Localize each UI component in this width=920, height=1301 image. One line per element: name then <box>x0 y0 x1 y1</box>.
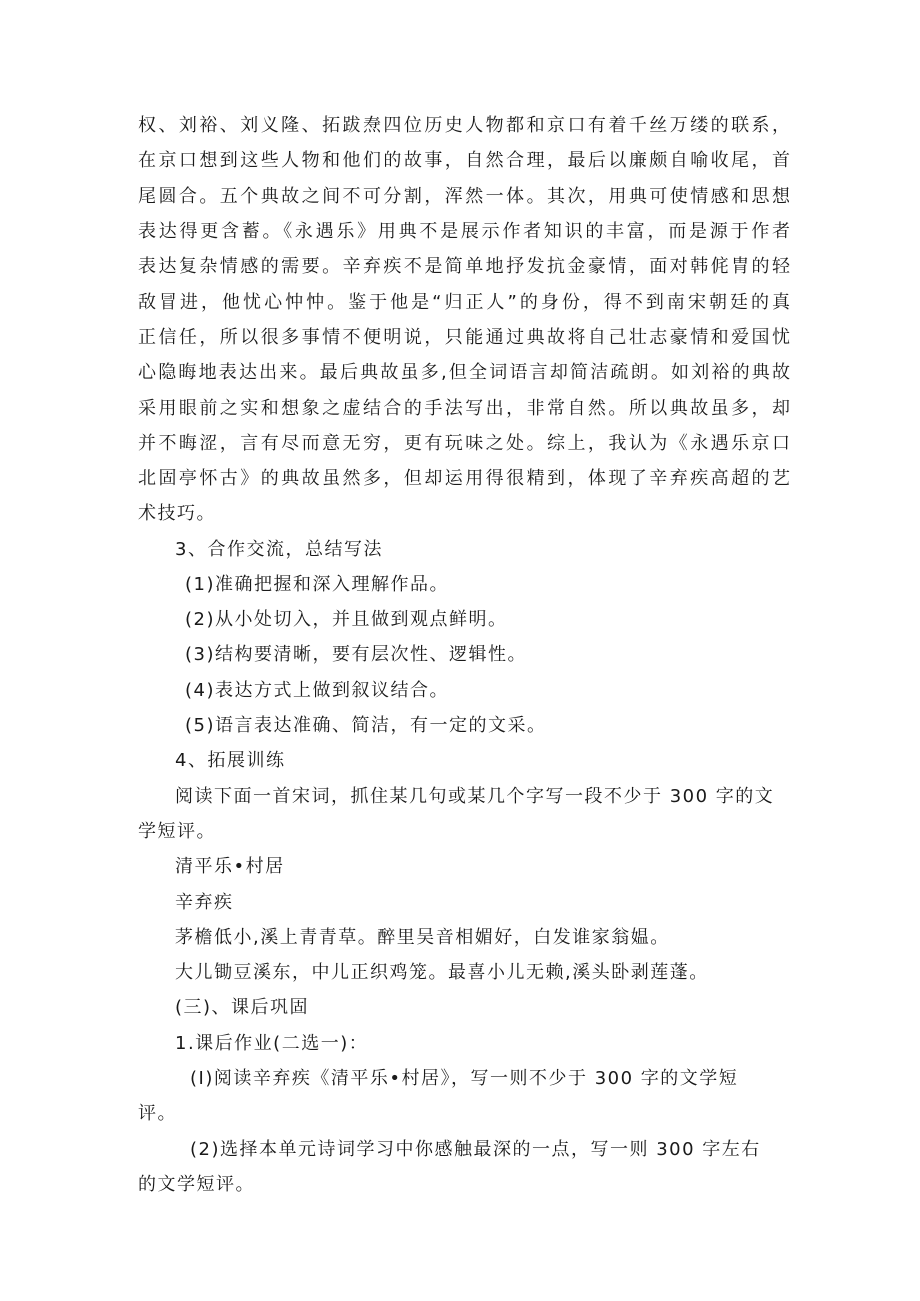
paragraph-line: 心隐晦地表达出来。最后典故虽多,但全词语言却简洁疏朗。如刘裕的典故 <box>138 362 790 383</box>
section-heading: 3、合作交流，总结写法 <box>175 539 383 560</box>
paragraph-line: 在京口想到这些人物和他们的故事，自然合理，最后以廉颇自喻收尾，首 <box>138 150 790 171</box>
poem-title: 清平乐•村居 <box>175 856 285 877</box>
list-item: (4)表达方式上做到叙议结合。 <box>185 680 449 701</box>
homework-option: 的文学短评。 <box>138 1174 255 1195</box>
section-heading: 4、拓展训练 <box>175 750 286 771</box>
paragraph-line: 并不晦涩，言有尽而意无穷，更有玩味之处。综上，我认为《永遇乐京口 <box>138 433 790 454</box>
list-item: (5)语言表达准确、简洁，有一定的文采。 <box>185 715 547 736</box>
paragraph-line: 表达得更含蓄。《永遇乐》用典不是展示作者知识的丰富，而是源于作者 <box>138 221 790 242</box>
paragraph-line: 尾圆合。五个典故之间不可分割，浑然一体。其次，用典可使情感和思想 <box>138 186 790 207</box>
homework-option: (I)阅读辛弃疾《清平乐•村居》，写一则不少于 300 字的文学短 <box>190 1068 739 1089</box>
paragraph-line: 权、刘裕、刘义隆、拓跋焘四位历史人物都和京口有着千丝万缕的联系， <box>138 115 790 136</box>
homework-option: 评。 <box>138 1103 177 1124</box>
paragraph-line: 采用眼前之实和想象之虚结合的手法写出，非常自然。所以典故虽多，却 <box>138 398 790 419</box>
poem-line: 大儿锄豆溪东，中儿正织鸡笼。最喜小儿无赖,溪头卧剥莲蓬。 <box>175 962 709 983</box>
list-item: (3)结构要清晰，要有层次性、逻辑性。 <box>185 644 527 665</box>
paragraph-line: 表达复杂情感的需要。辛弃疾不是简单地抒发抗金豪情，面对韩侂胄的轻 <box>138 256 790 277</box>
paragraph-line: 正信任，所以很多事情不便明说，只能通过典故将自己壮志豪情和爱国忧 <box>138 327 790 348</box>
poem-line: 茅檐低小,溪上青青草。醉里吴音相媚好，白发谁家翁媪。 <box>175 927 670 948</box>
instruction-line: 阅读下面一首宋词，抓住某几句或某几个字写一段不少于 300 字的文 <box>175 786 775 807</box>
paragraph-line: 敌冒进，他忧心忡忡。鉴于他是“归正人”的身份，得不到南宋朝廷的真 <box>138 292 790 313</box>
paragraph-line: 北固亭怀古》的典故虽然多，但却运用得很精到，体现了辛弃疾高超的艺 <box>138 468 790 489</box>
list-item: (1)准确把握和深入理解作品。 <box>185 574 449 595</box>
section-heading: (三)、课后巩固 <box>175 997 310 1018</box>
paragraph-line: 术技巧。 <box>138 503 216 524</box>
homework-option: (2)选择本单元诗词学习中你感触最深的一点，写一则 300 字左右 <box>190 1139 761 1160</box>
instruction-line: 学短评。 <box>138 821 216 842</box>
homework-heading: 1.课后作业(二选一)： <box>175 1033 369 1054</box>
list-item: (2)从小处切入，并且做到观点鲜明。 <box>185 609 508 630</box>
poem-author: 辛弃疾 <box>175 892 234 913</box>
